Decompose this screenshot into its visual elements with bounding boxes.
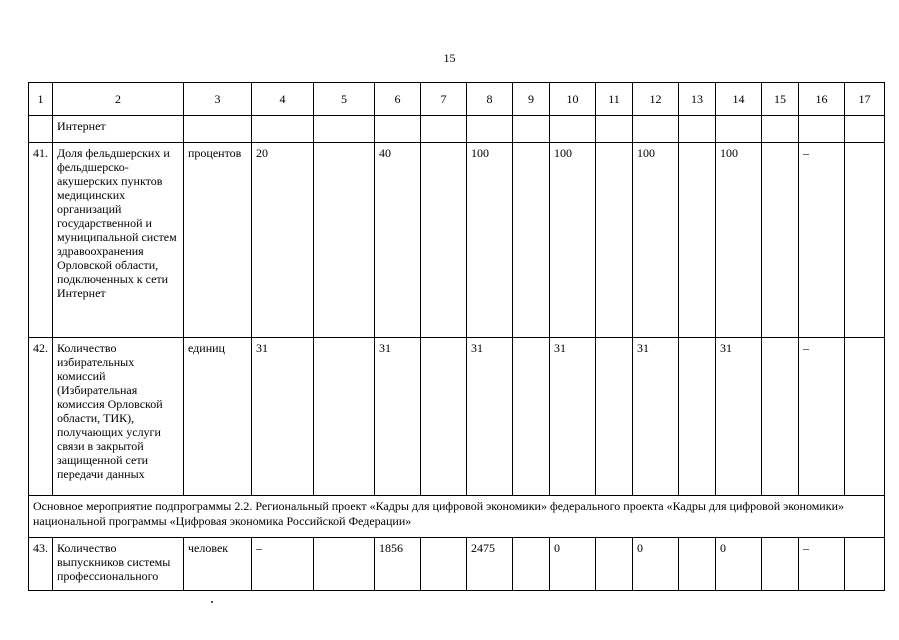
- column-number: 3: [184, 83, 252, 116]
- value-cell: [513, 538, 550, 591]
- value-cell: [596, 143, 633, 338]
- table-cell: [29, 116, 53, 143]
- table-cell: [184, 116, 252, 143]
- value-cell: 31: [716, 338, 762, 496]
- column-number: 11: [596, 83, 633, 116]
- value-cell: [762, 538, 799, 591]
- table-row: [29, 538, 885, 591]
- value-cell: 100: [467, 143, 513, 338]
- value-cell: 31: [550, 338, 596, 496]
- column-number: 12: [633, 83, 679, 116]
- page-number: 15: [443, 51, 456, 65]
- column-number: 14: [716, 83, 762, 116]
- value-cell: [845, 338, 885, 496]
- value-cell: [596, 338, 633, 496]
- value-cell: 0: [550, 538, 596, 591]
- value-cell: –: [799, 143, 845, 338]
- unit: единиц: [184, 338, 252, 496]
- column-number: 1: [29, 83, 53, 116]
- table-row: [29, 143, 885, 338]
- column-number: 8: [467, 83, 513, 116]
- value-cell: [679, 143, 716, 338]
- value-cell: 31: [633, 338, 679, 496]
- indicator-name: Количество выпускников системы профессионального: [53, 538, 184, 591]
- column-number: 4: [252, 83, 314, 116]
- value-cell: [314, 143, 375, 338]
- table-cell: [762, 116, 799, 143]
- value-cell: 0: [633, 538, 679, 591]
- row-number: 41.: [29, 143, 53, 338]
- value-cell: 20: [252, 143, 314, 338]
- column-number: 9: [513, 83, 550, 116]
- value-cell: [845, 538, 885, 591]
- value-cell: [679, 538, 716, 591]
- table-cell: [467, 116, 513, 143]
- table-cell: [716, 116, 762, 143]
- value-cell: [421, 538, 467, 591]
- row-number: 43.: [29, 538, 53, 591]
- table-row: [29, 338, 885, 496]
- unit: процентов: [184, 143, 252, 338]
- value-cell: 100: [716, 143, 762, 338]
- table-cell: [314, 116, 375, 143]
- value-cell: 31: [467, 338, 513, 496]
- value-cell: [421, 338, 467, 496]
- table-cell: [799, 116, 845, 143]
- value-cell: 31: [252, 338, 314, 496]
- value-cell: –: [252, 538, 314, 591]
- value-cell: –: [799, 338, 845, 496]
- value-cell: [513, 338, 550, 496]
- value-cell: [314, 538, 375, 591]
- column-number: 16: [799, 83, 845, 116]
- value-cell: –: [799, 538, 845, 591]
- scan-speck: [211, 601, 213, 603]
- indicator-name: Количество избирательных комиссий (Избирательная комиссия Орловской области, ТИК), получающих услуги связи в закрытой защищенной сети передачи данных: [53, 338, 184, 496]
- column-number: 5: [314, 83, 375, 116]
- row-number: 42.: [29, 338, 53, 496]
- value-cell: [513, 143, 550, 338]
- indicators-table: [28, 82, 885, 591]
- value-cell: 31: [375, 338, 421, 496]
- column-number: 6: [375, 83, 421, 116]
- table-row: [29, 116, 885, 143]
- value-cell: [421, 143, 467, 338]
- column-number-row: [29, 83, 885, 116]
- value-cell: 0: [716, 538, 762, 591]
- value-cell: [596, 538, 633, 591]
- table-cell: [679, 116, 716, 143]
- value-cell: 100: [550, 143, 596, 338]
- table-cell: [633, 116, 679, 143]
- value-cell: [314, 338, 375, 496]
- value-cell: [762, 143, 799, 338]
- section-row: [29, 496, 885, 538]
- value-cell: 40: [375, 143, 421, 338]
- column-number: 2: [53, 83, 184, 116]
- table-cell: [845, 116, 885, 143]
- column-number: 15: [762, 83, 799, 116]
- value-cell: 100: [633, 143, 679, 338]
- table-cell: [596, 116, 633, 143]
- indicator-name-continuation: Интернет: [53, 116, 184, 143]
- table-cell: [421, 116, 467, 143]
- table-cell: [513, 116, 550, 143]
- value-cell: [762, 338, 799, 496]
- section-heading: Основное мероприятие подпрограммы 2.2. Региональный проект «Кадры для цифровой экономики» федерального проекта «Кадры для цифровой экономики» национальной программы «Цифровая экономика Российской Федерации»: [29, 496, 885, 538]
- column-number: 10: [550, 83, 596, 116]
- value-cell: [845, 143, 885, 338]
- indicator-name: Доля фельдшерских и фельдшерско-акушерских пунктов медицинских организаций государственной и муниципальной систем здравоохранения Орловской области, подключенных к сети Интернет: [53, 143, 184, 338]
- value-cell: 1856: [375, 538, 421, 591]
- table-cell: [252, 116, 314, 143]
- value-cell: 2475: [467, 538, 513, 591]
- unit: человек: [184, 538, 252, 591]
- table-cell: [375, 116, 421, 143]
- table-cell: [550, 116, 596, 143]
- column-number: 13: [679, 83, 716, 116]
- column-number: 17: [845, 83, 885, 116]
- value-cell: [679, 338, 716, 496]
- column-number: 7: [421, 83, 467, 116]
